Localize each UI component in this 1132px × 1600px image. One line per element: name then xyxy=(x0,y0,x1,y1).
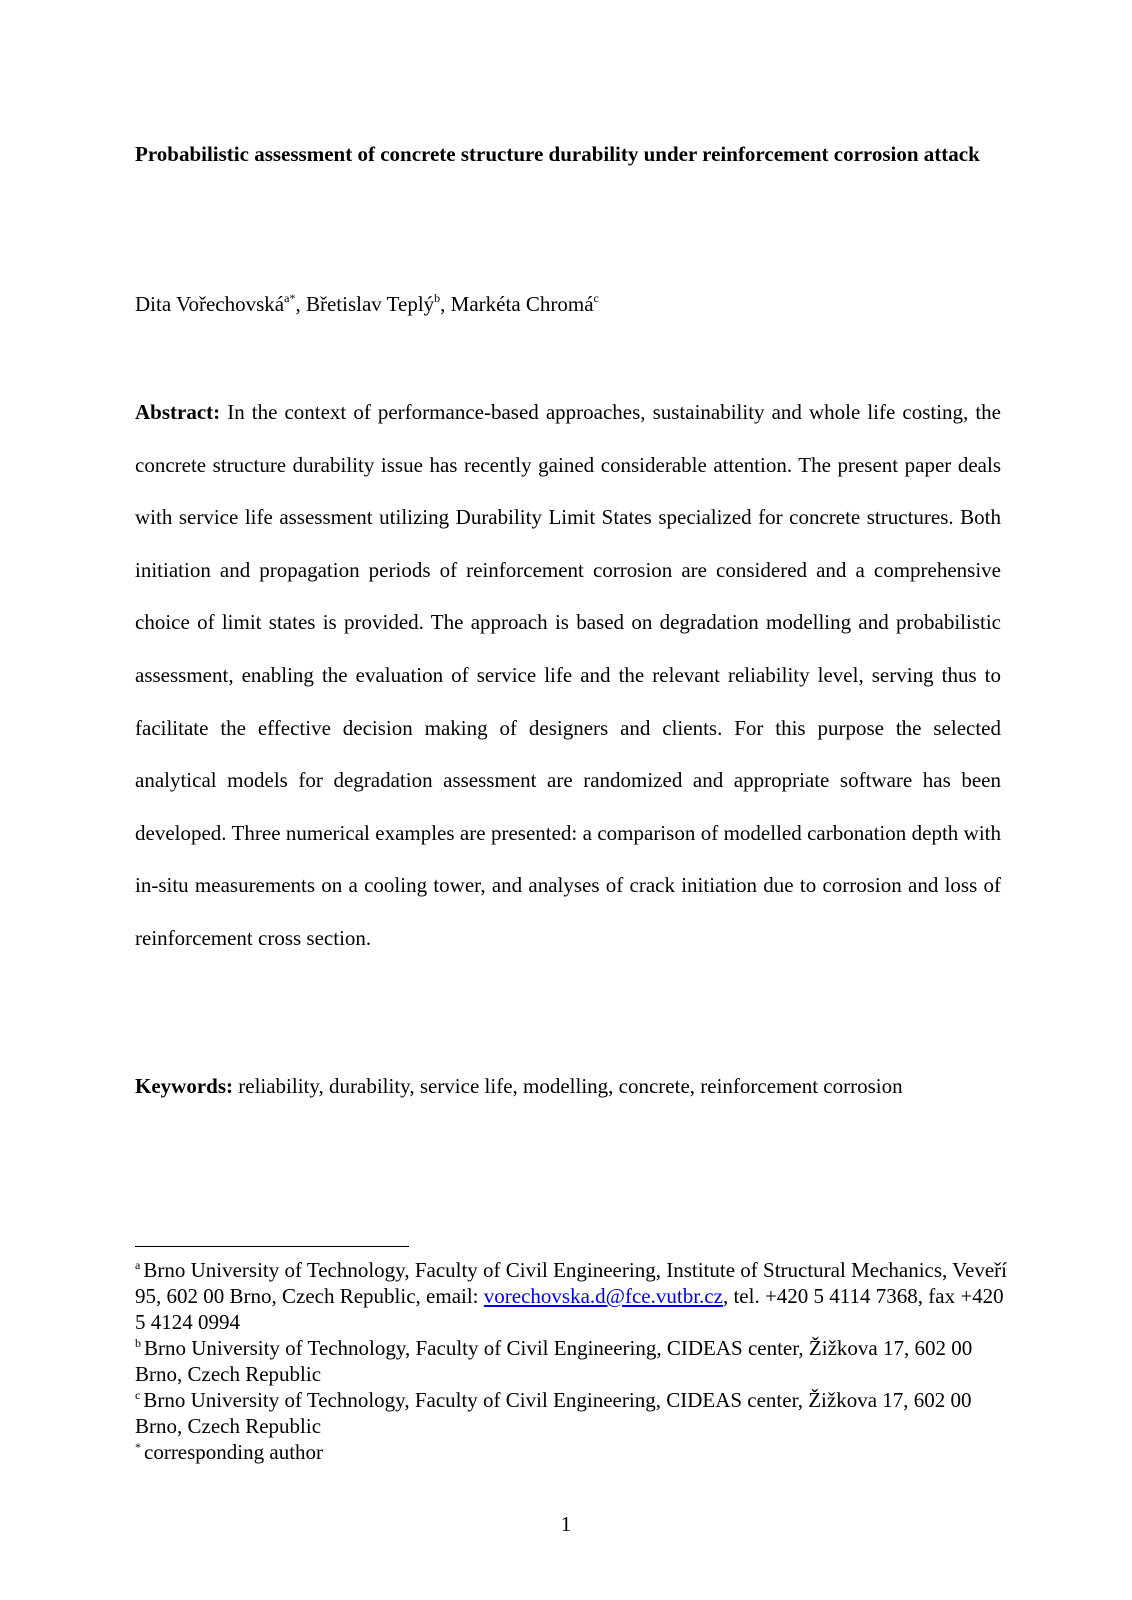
footnote-corresponding xyxy=(135,1439,1015,1465)
footnotes xyxy=(135,1257,1015,1465)
abstract xyxy=(135,386,1001,965)
footnote-mark: * xyxy=(135,1440,141,1454)
footnote-text: Brno University of Technology, Faculty of Civil Engineering, Institute of Structural Mechanics, Veveří 95, 602 00 Brno, Czech Republic, email: xyxy=(135,1258,1007,1308)
footnote-text: , tel. +420 5 4114 7368, fax +420 5 4124 0994 xyxy=(135,1284,1004,1334)
footnote-b xyxy=(135,1335,1015,1387)
abstract-label: Abstract: xyxy=(135,400,221,424)
footnote-separator xyxy=(135,1246,409,1247)
author-name: Břetislav Teplý xyxy=(305,292,435,316)
footnote-a xyxy=(135,1257,1015,1335)
author-name: Dita Vořechovská xyxy=(135,292,285,316)
footnote-text: Brno University of Technology, Faculty of Civil Engineering, CIDEAS center, Žižkova 17, 602 00 Brno, Czech Republic xyxy=(135,1336,973,1386)
abstract-text: In the context of performance-based approaches, sustainability and whole life costing, the concrete structure durability issue has recently gained considerable attention. The present paper deals with service life assessment utilizing Durability Limit States specialized for concrete structures. Both initiation and propagation periods of reinforcement corrosion are considered and a comprehensive choice of limit states is provided. The approach is based on degradation modelling and probabilistic assessment, enabling the evaluation of service life and the relevant reliability level, serving thus to facilitate the effective decision making of designers and clients. For this purpose the selected analytical models for degradation assessment are randomized and appropriate software has been developed. Three numerical examples are presented: a comparison of modelled carbonation depth with in-situ measurements on a cooling tower, and analyses of crack initiation due to corrosion and loss of reinforcement cross section. xyxy=(135,400,1002,950)
author-affiliation-mark: b xyxy=(434,291,441,305)
footnote-mark: c xyxy=(135,1388,141,1402)
keywords-text: reliability, durability, service life, modelling, concrete, reinforcement corrosion xyxy=(238,1074,903,1098)
author-separator: , xyxy=(440,292,451,316)
author-list xyxy=(135,290,599,318)
author-affiliation-mark: a* xyxy=(284,291,296,305)
footnote-text: corresponding author xyxy=(144,1440,324,1464)
email-link[interactable]: vorechovska.d@fce.vutbr.cz xyxy=(483,1284,723,1308)
paper-title: Probabilistic assessment of concrete structure durability under reinforcement corrosion attack xyxy=(135,142,980,166)
keywords xyxy=(135,1072,1001,1100)
author-name: Markéta Chromá xyxy=(450,292,594,316)
page-number: 1 xyxy=(560,1512,572,1536)
footnote-c xyxy=(135,1387,1015,1439)
author-separator: , xyxy=(295,292,306,316)
footnote-text: Brno University of Technology, Faculty of Civil Engineering, CIDEAS center, Žižkova 17, 602 00 Brno, Czech Republic xyxy=(135,1388,972,1438)
author-affiliation-mark: c xyxy=(593,291,599,305)
footnote-mark: a xyxy=(135,1258,141,1272)
footnote-mark: b xyxy=(135,1336,141,1350)
keywords-label: Keywords: xyxy=(135,1074,233,1098)
